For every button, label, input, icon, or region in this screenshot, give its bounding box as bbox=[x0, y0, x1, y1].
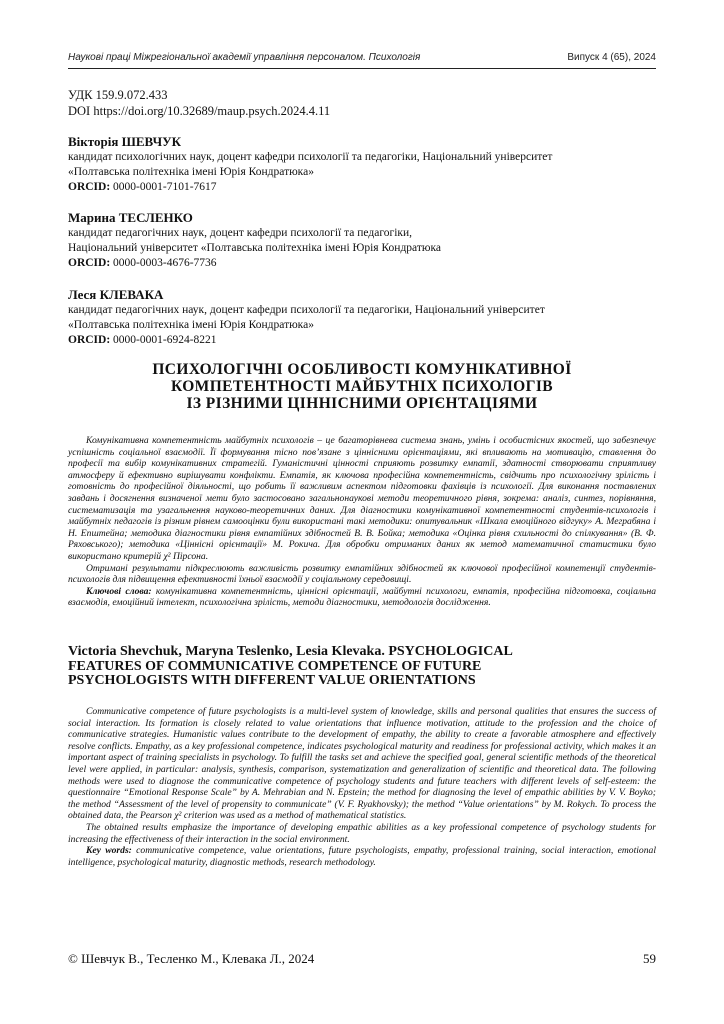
copyright-notice: © Шевчук В., Тесленко М., Клевака Л., 2024 bbox=[68, 951, 315, 966]
abstract-en bbox=[68, 706, 656, 868]
author-affiliation: «Полтавська політехніка імені Юрія Кондратюка» bbox=[68, 166, 314, 178]
article-title-ua bbox=[68, 361, 656, 412]
author-block-3 bbox=[68, 286, 656, 348]
title-line: FEATURES OF COMMUNICATIVE COMPETENCE OF FUTURE bbox=[68, 658, 482, 674]
keywords-label: Key words: bbox=[86, 845, 132, 857]
abstract-paragraph: The obtained results emphasize the importance of developing empathic abilities as a key professional competence of psychology students for increasing the effectiveness of their interaction in the social environment. bbox=[68, 821, 656, 845]
keywords-text: communicative competence, value orientations, future psychologists, empathy, professional training, social interaction, emotional intelligence, psychological maturity, diagnostic methods, research methodology. bbox=[68, 845, 656, 868]
abstract-paragraph: Отримані результати підкреслюють важливість розвитку емпатійних здібностей як ключової професійної компетенції студентів-психологів для підвищення ефективності їхньої взаємодії у соціальному середовищі. bbox=[68, 562, 656, 586]
keywords-text: комунікативна компетентність, ціннісні орієнтації, майбутні психологи, емпатія, професійна підготовка, соціальна взаємодія, емоційний інтелект, психологічна зрілість, методи діагностики, методологія дослідження. bbox=[68, 585, 657, 609]
title-line: PSYCHOLOGISTS WITH DIFFERENT VALUE ORIENTATIONS bbox=[68, 673, 476, 688]
journal-name: Наукові праці Міжрегіональної академії управління персоналом. Психологія bbox=[68, 52, 421, 63]
author-block-2 bbox=[68, 209, 656, 271]
keywords-label: Ключові слова: bbox=[86, 585, 152, 597]
author-block-1 bbox=[68, 133, 656, 195]
author-orcid bbox=[68, 333, 656, 348]
orcid-label: ORCID: bbox=[68, 334, 111, 346]
abstract-paragraph: Комунікативна компетентність майбутніх психологів – це багаторівнева система знань, умінь і особистісних якостей, що забезпечує успішність соціальної взаємодії. Її формування тісно пов’язане з ціннісними орієнтаціями, які впливають на мотивацію, ставлення до професії та вибір комунікативних стратегій. Гуманістичні цінності сприяють розвитку емпатії, здатності створювати сприятливу атмосферу й ефективно вирішувати конфлікти. Емпатія, як ключова професійна компетентність, свідчить про психологічну зрілість і готовність до професійної діяльності, що робить її важливим аспектом підготовки фахівців із психології. Для виконання поставлених завдань і досягнення визначеної мети було застосовано загальнонаукові методи теоретичного рівня, зокрема: аналіз, синтез, порівняння, систематизація та узагальнення науково-теоретичних даних. Для діагностики комунікативної компетентності студентів-психологів і майбутніх педагогів із різним рівнем самооцінки були використані такі методики: опитувальник «Шкала емоційного відгуку» А. Меграбяна і Н. Епштейна; методика діагностики рівня емпатійних здібностей В. В. Бойка; методика «Оцінка рівня схильності до спілкування» (В. Ф. Ряховського); методика «Ціннісні орієнтації» М. Рокича. Для обробки отриманих даних як метод математичної статистики було використано критерій χ² Пірсона. bbox=[68, 435, 656, 562]
author-affiliation: кандидат психологічних наук, доцент кафедри психології та педагогіки, Національний університет bbox=[68, 151, 553, 163]
orcid-id[interactable]: 0000-0003-4676-7736 bbox=[113, 257, 217, 269]
author-name: Вікторія ШЕВЧУК bbox=[68, 134, 182, 149]
issue-number: Випуск 4 (65), 2024 bbox=[567, 52, 656, 63]
author-name: Марина ТЕСЛЕНКО bbox=[68, 210, 193, 225]
author-affiliation: кандидат педагогічних наук, доцент кафедри психології та педагогіки, Національний університет bbox=[68, 304, 545, 316]
title-line: ПСИХОЛОГІЧНІ ОСОБЛИВОСТІ КОМУНІКАТИВНОЇ bbox=[152, 361, 572, 378]
doi-link[interactable]: DOI https://doi.org/10.32689/maup.psych.2024.4.11 bbox=[68, 104, 331, 118]
keywords-en bbox=[68, 845, 656, 868]
orcid-label: ORCID: bbox=[68, 181, 111, 193]
orcid-label: ORCID: bbox=[68, 257, 111, 269]
title-line: Victoria Shevchuk, Maryna Teslenko, Lesia Klevaka. PSYCHOLOGICAL bbox=[68, 644, 513, 659]
author-orcid bbox=[68, 180, 656, 195]
article-meta bbox=[68, 87, 330, 119]
title-line: КОМПЕТЕНТНОСТІ МАЙБУТНІХ ПСИХОЛОГІВ bbox=[170, 378, 554, 395]
author-orcid bbox=[68, 256, 656, 271]
abstract-paragraph: Communicative competence of future psychologists is a multi-level system of knowledge, skills and personal qualities that ensures the success of social interaction. Its formation is closely related to value orientations that influence motivation, attitude to the profession and the choice of communicative strategies. Humanistic values contribute to the development of empathy, the ability to create a favorable atmosphere and effectively resolve conflicts. Empathy, as a key professional competence, indicates psychological maturity and readiness for professional activity, which makes it an important aspect of training specialists in psychology. To fulfill the tasks set and achieve the specified goal, general scientific methods of the theoretical level were applied, in particular: analysis, synthesis, comparison, systematization and generalization of scientific and theoretical data. The following methods were used to diagnose the communicative competence of psychology students and future teachers with different levels of self-esteem: the questionnaire “Emotional Response Scale” by A. Mehrabian and N. Epstein; the method for diagnosing the level of empathic abilities by V. V. Boyko; the method “Assessment of the level of propensity to communicate” (V. F. Ryakhovsky); the method “Value orientations” by M. Rokych. To process the obtained data, the Pearson χ² criterion was used as a method of mathematical statistics. bbox=[68, 706, 656, 822]
author-affiliation: Національний університет «Полтавська політехніка імені Юрія Кондратюка bbox=[68, 242, 441, 254]
article-title-en bbox=[68, 645, 656, 689]
orcid-id[interactable]: 0000-0001-6924-8221 bbox=[113, 334, 217, 346]
running-header bbox=[68, 52, 656, 69]
orcid-id[interactable]: 0000-0001-7101-7617 bbox=[113, 181, 217, 193]
title-line: ІЗ РІЗНИМИ ЦІННІСНИМИ ОРІЄНТАЦІЯМИ bbox=[186, 395, 538, 412]
author-affiliation: кандидат педагогічних наук, доцент кафедри психології та педагогіки, bbox=[68, 227, 413, 239]
author-name: Леся КЛЕВАКА bbox=[68, 287, 164, 302]
udc-code: УДК 159.9.072.433 bbox=[68, 88, 168, 102]
page-number: 59 bbox=[643, 951, 656, 966]
author-affiliation: «Полтавська політехніка імені Юрія Кондратюка» bbox=[68, 319, 314, 331]
abstract-ua bbox=[68, 435, 656, 609]
keywords-ua bbox=[68, 586, 656, 609]
